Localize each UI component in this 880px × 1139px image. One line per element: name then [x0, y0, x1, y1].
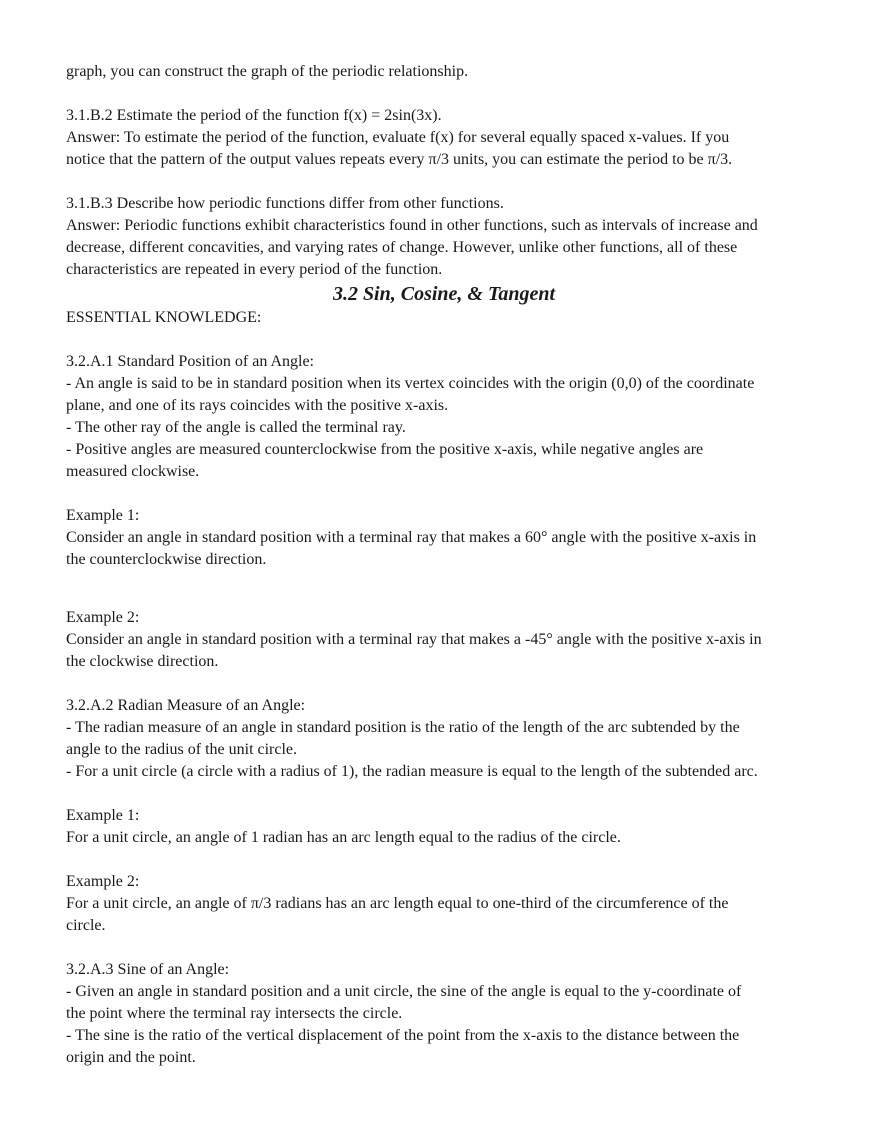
topic-3-2-a-1-line-3: - The other ray of the angle is called the terminal ray.: [66, 419, 406, 436]
topic-3-2-a-2-line-3: - For a unit circle (a circle with a radius of 1), the radian measure is equal to the length of the subtended arc.: [66, 763, 758, 780]
topic-3-2-a-1-title: 3.2.A.1 Standard Position of an Angle:: [66, 353, 314, 370]
radian-example-2-line-2: circle.: [66, 917, 106, 934]
example-1-line-2: the counterclockwise direction.: [66, 551, 267, 568]
example-2-title: Example 2:: [66, 609, 140, 626]
answer-3-1-b-2-line-1: Answer: To estimate the period of the function, evaluate f(x) for several equally spaced x-values. If you: [66, 129, 730, 146]
intro-text: graph, you can construct the graph of the periodic relationship.: [66, 63, 469, 80]
example-1-line-1: Consider an angle in standard position with a terminal ray that makes a 60° angle with the positive x-axis in: [66, 529, 757, 546]
topic-3-2-a-1-line-1: - An angle is said to be in standard position when its vertex coincides with the origin (0,0) of the coordinate: [66, 375, 755, 392]
topic-3-2-a-1-line-4: - Positive angles are measured counterclockwise from the positive x-axis, while negative angles are: [66, 441, 704, 458]
topic-3-2-a-2-title: 3.2.A.2 Radian Measure of an Angle:: [66, 697, 306, 714]
document-body: [66, 61, 822, 1069]
section-title: 3.2 Sin, Cosine, & Tangent: [332, 283, 556, 305]
answer-3-1-b-2-line-2: notice that the pattern of the output values repeats every π/3 units, you can estimate the period to be π/3.: [66, 151, 733, 168]
answer-3-1-b-3-line-1: Answer: Periodic functions exhibit characteristics found in other functions, such as intervals of increase and: [66, 217, 758, 234]
topic-3-2-a-3-title: 3.2.A.3 Sine of an Angle:: [66, 961, 230, 978]
question-3-1-b-2: 3.1.B.2 Estimate the period of the function f(x) = 2sin(3x).: [66, 107, 442, 124]
topic-3-2-a-3-line-2: the point where the terminal ray intersects the circle.: [66, 1005, 403, 1022]
topic-3-2-a-1-line-2: plane, and one of its rays coincides with the positive x-axis.: [66, 397, 449, 414]
example-2-line-1: Consider an angle in standard position with a terminal ray that makes a -45° angle with the positive x-axis in: [66, 631, 762, 648]
example-2-line-2: the clockwise direction.: [66, 653, 219, 670]
topic-3-2-a-1-line-5: measured clockwise.: [66, 463, 200, 480]
radian-example-2-title: Example 2:: [66, 873, 140, 890]
example-1-title: Example 1:: [66, 507, 140, 524]
radian-example-1-title: Example 1:: [66, 807, 140, 824]
answer-3-1-b-3-line-2: decrease, different concavities, and varying rates of change. However, unlike other functions, all of these: [66, 239, 738, 256]
topic-3-2-a-2-line-1: - The radian measure of an angle in standard position is the ratio of the length of the arc subtended by the: [66, 719, 740, 736]
essential-knowledge-label: ESSENTIAL KNOWLEDGE:: [66, 309, 262, 326]
topic-3-2-a-2-line-2: angle to the radius of the unit circle.: [66, 741, 298, 758]
topic-3-2-a-3-line-1: - Given an angle in standard position and a unit circle, the sine of the angle is equal to the y-coordinate of: [66, 983, 742, 1000]
radian-example-1-line-1: For a unit circle, an angle of 1 radian has an arc length equal to the radius of the circle.: [66, 829, 621, 846]
answer-3-1-b-3-line-3: characteristics are repeated in every period of the function.: [66, 261, 443, 278]
radian-example-2-line-1: For a unit circle, an angle of π/3 radians has an arc length equal to one-third of the circumference of the: [66, 895, 729, 912]
topic-3-2-a-3-line-4: origin and the point.: [66, 1049, 196, 1066]
topic-3-2-a-3-line-3: - The sine is the ratio of the vertical displacement of the point from the x-axis to the distance between the: [66, 1027, 740, 1044]
question-3-1-b-3: 3.1.B.3 Describe how periodic functions differ from other functions.: [66, 195, 504, 212]
